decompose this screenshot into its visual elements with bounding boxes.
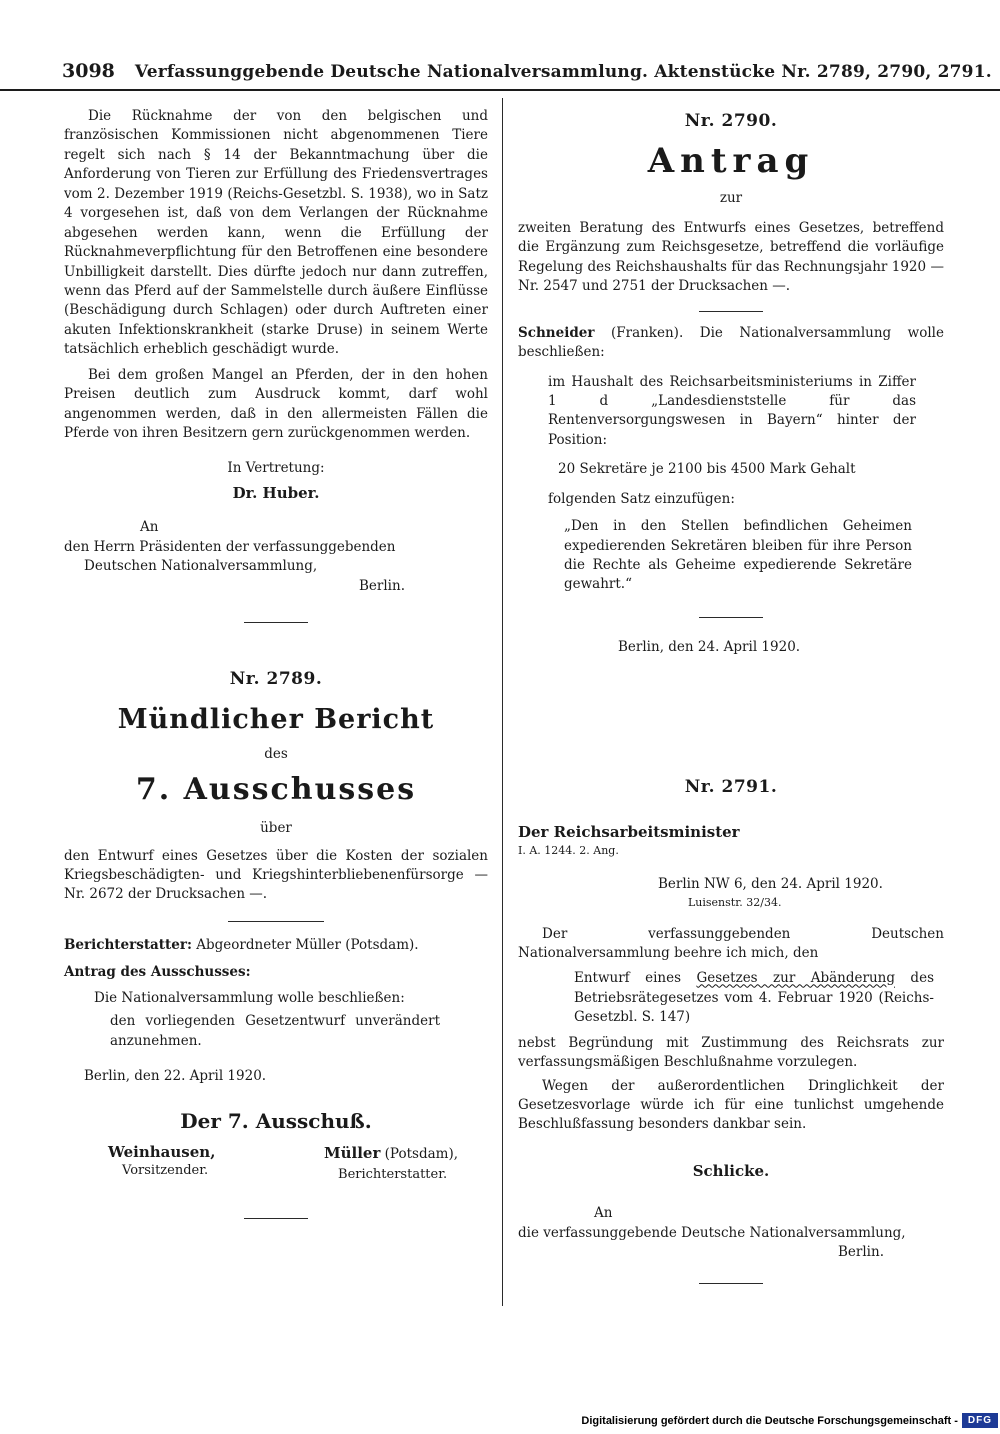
- doc2789-committee-heading: 7. Ausschusses: [135, 772, 417, 808]
- doc2789-signatures: [64, 1143, 488, 1181]
- signature-name: Weinhausen,: [108, 1143, 216, 1162]
- doc2789-beschluss-intro: Die Nationalversammlung wolle beschließen:: [94, 989, 405, 1006]
- doc2790-number: Nr. 2790.: [684, 111, 778, 131]
- signature-role: Berichterstatter.: [338, 1166, 448, 1182]
- right-column: [502, 91, 1000, 1284]
- doc2791-street: Luisenstr. 32/34.: [688, 895, 782, 909]
- doc2790-position-line: 20 Sekretäre je 2100 bis 4500 Mark Gehalt: [558, 461, 856, 478]
- doc2791-salutation: Der verfassunggebenden Deutschen Nationalversammlung beehre ich mich, den: [518, 925, 944, 961]
- doc2791-reference: I. A. 1244. 2. Ang.: [518, 844, 619, 858]
- doc2789-des: des: [264, 745, 288, 762]
- berichterstatter-value: Abgeordneter Müller (Potsdam).: [191, 936, 419, 953]
- credit-text: Digitalisierung gefördert durch die Deutsche Forschungsgemeinschaft -: [581, 1414, 958, 1427]
- doc2791-number: Nr. 2791.: [684, 777, 778, 798]
- left-column: [0, 91, 502, 1219]
- addressee-an: An: [140, 519, 159, 536]
- doc2790-mover: [518, 324, 944, 363]
- doc2791-addressee-city: Berlin.: [838, 1244, 884, 1261]
- addressee-line1: den Herrn Präsidenten der verfassunggebenden: [64, 538, 396, 555]
- doc2789-beschluss-text: den vorliegenden Gesetzentwurf unverändert anzunehmen.: [110, 1013, 440, 1049]
- signature-mueller: [324, 1143, 458, 1181]
- berichterstatter-label: Berichterstatter:: [64, 936, 192, 953]
- doc2790-heading: Antrag: [647, 141, 815, 182]
- signature-huber: Dr. Huber.: [232, 483, 320, 502]
- signature-role: Vorsitzender.: [122, 1163, 209, 1179]
- mover-text: (Franken). Die Nationalversammlung wolle beschließen:: [518, 324, 944, 361]
- doc2789-ueber: über: [260, 820, 292, 837]
- section-divider: [699, 311, 763, 312]
- doc2791-an: An: [594, 1205, 613, 1222]
- doc2790-date: Berlin, den 24. April 1920.: [618, 638, 801, 655]
- doc2790-subject: zweiten Beratung des Entwurfs eines Gesetzes, betreffend die Ergänzung zum Reichsgesetze, betreffend die vorläufige Regelung des Reichshaushalts für das Rechnungsjahr 1920 — Nr. 2547 und 2751 der Drucksachen —.: [518, 219, 944, 295]
- page-number: 3098: [62, 60, 115, 82]
- doc2789-berichterstatter: [64, 936, 488, 955]
- addressee-line2: Deutschen Nationalversammlung,: [84, 558, 318, 575]
- doc2790-motion-intro: im Haushalt des Reichsarbeitsministeriums in Ziffer 1 d „Landesdienststelle für das Rentenversorgungswesen in Bayern“ hinter der Position:: [548, 373, 916, 448]
- digitization-credit: [581, 1413, 998, 1428]
- page-body: [0, 91, 1000, 1284]
- doc2789-date: Berlin, den 22. April 1920.: [84, 1068, 267, 1085]
- doc2789-number: Nr. 2789.: [229, 669, 323, 690]
- section-divider: [699, 617, 763, 618]
- section-divider: [228, 921, 324, 922]
- mover-name: Schneider: [518, 324, 595, 341]
- doc2791-sender: Der Reichsarbeitsminister: [518, 822, 740, 841]
- doc2791-closing2: Wegen der außerordentlichen Dringlichkeit der Gesetzesvorlage würde ich für eine tunlichst umgehende Beschlußfassung besonders dankbar sein.: [518, 1077, 944, 1133]
- doc2790-insert-quote: „Den in den Stellen befindlichen Geheimen expedierenden Sekretären bleiben für ihre Person die Rechte als Geheime expedierende Sekretäre gewahrt.“: [564, 518, 912, 593]
- addressee-city: Berlin.: [359, 577, 405, 594]
- section-divider: [244, 1218, 308, 1219]
- in-vertretung-label: In Vertretung:: [227, 460, 325, 477]
- doc2789-heading: Mündlicher Bericht: [117, 703, 435, 735]
- signature-name: Müller (Potsdam),: [324, 1144, 458, 1163]
- doc2789-antrag-label: Antrag des Ausschusses:: [64, 964, 251, 981]
- signature-schlicke: Schlicke.: [692, 1161, 770, 1180]
- doc2791-place-date: Berlin NW 6, den 24. April 1920.: [658, 876, 883, 893]
- paragraph-ruecknahme: Die Rücknahme der von den belgischen und französischen Kommissionen nicht abgenommenen Tiere regelt sich nach § 14 der Bekanntmachung über die Anforderung von Tieren zur Erfüllung des Friedensvertrages vom 2. Dezember 1919 (Reichs-Gesetzbl. S. 1938), wo in Satz 4 vorgesehen ist, daß von dem Verlangen der Rücknahme abgesehen werden kann, wenn die Erfüllung der Rücknahmeverpflichtung für den Betroffenen eine besondere Unbilligkeit darstellt. Dies dürfte jedoch nur dann zutreffen, wenn das Pferd auf der Sammelstelle durch äußere Einflüsse (Beschädigung durch Schlagen) oder durch Auftreten einer akuten Infektionskrankheit (starke Druse) in seinem Werte tatsächlich erheblich geschädigt wurde.: [64, 108, 488, 358]
- doc2791-bill-title: Entwurf eines Gesetzes zur Abänderung des Betriebsrätegesetzes vom 4. Februar 1920 (Reichs-Gesetzbl. S. 147): [574, 970, 934, 1026]
- column-divider: [502, 98, 503, 1306]
- doc2789-subject: den Entwurf eines Gesetzes über die Kosten der sozialen Kriegsbeschädigten- und Kriegshinterbliebenenfürsorge — Nr. 2672 der Drucksachen —.: [64, 847, 488, 903]
- masthead-title: Verfassunggebende Deutsche Nationalversammlung. Aktenstücke Nr. 2789, 2790, 2791.: [134, 62, 992, 82]
- doc2790-zur: zur: [719, 190, 743, 207]
- section-divider: [244, 622, 308, 623]
- wavy-underline-text: Gesetzes zur Abänderung: [696, 970, 895, 987]
- paragraph-mangel: Bei dem großen Mangel an Pferden, der in den hohen Preisen deutlich zum Ausdruck kommt, darf wohl angenommen werden, daß in den allermeisten Fällen die Pferde von ihren Besitzern gern zurückgenommen werden.: [64, 366, 488, 441]
- doc2791-place-date-block: [658, 875, 944, 910]
- doc2791-addressee-line1: die verfassunggebende Deutsche Nationalversammlung,: [518, 1224, 906, 1241]
- doc2790-insert-intro: folgenden Satz einzufügen:: [548, 490, 735, 507]
- dfg-logo: DFG: [962, 1413, 998, 1428]
- page-header: [0, 0, 1000, 91]
- doc2789-committee-sign: Der 7. Ausschuß.: [180, 1108, 372, 1133]
- doc2791-closing1: nebst Begründung mit Zustimmung des Reichsrats zur verfassungsmäßigen Beschlußnahme vorzulegen.: [518, 1034, 944, 1071]
- section-divider: [699, 1283, 763, 1284]
- signature-weinhausen: [108, 1143, 215, 1181]
